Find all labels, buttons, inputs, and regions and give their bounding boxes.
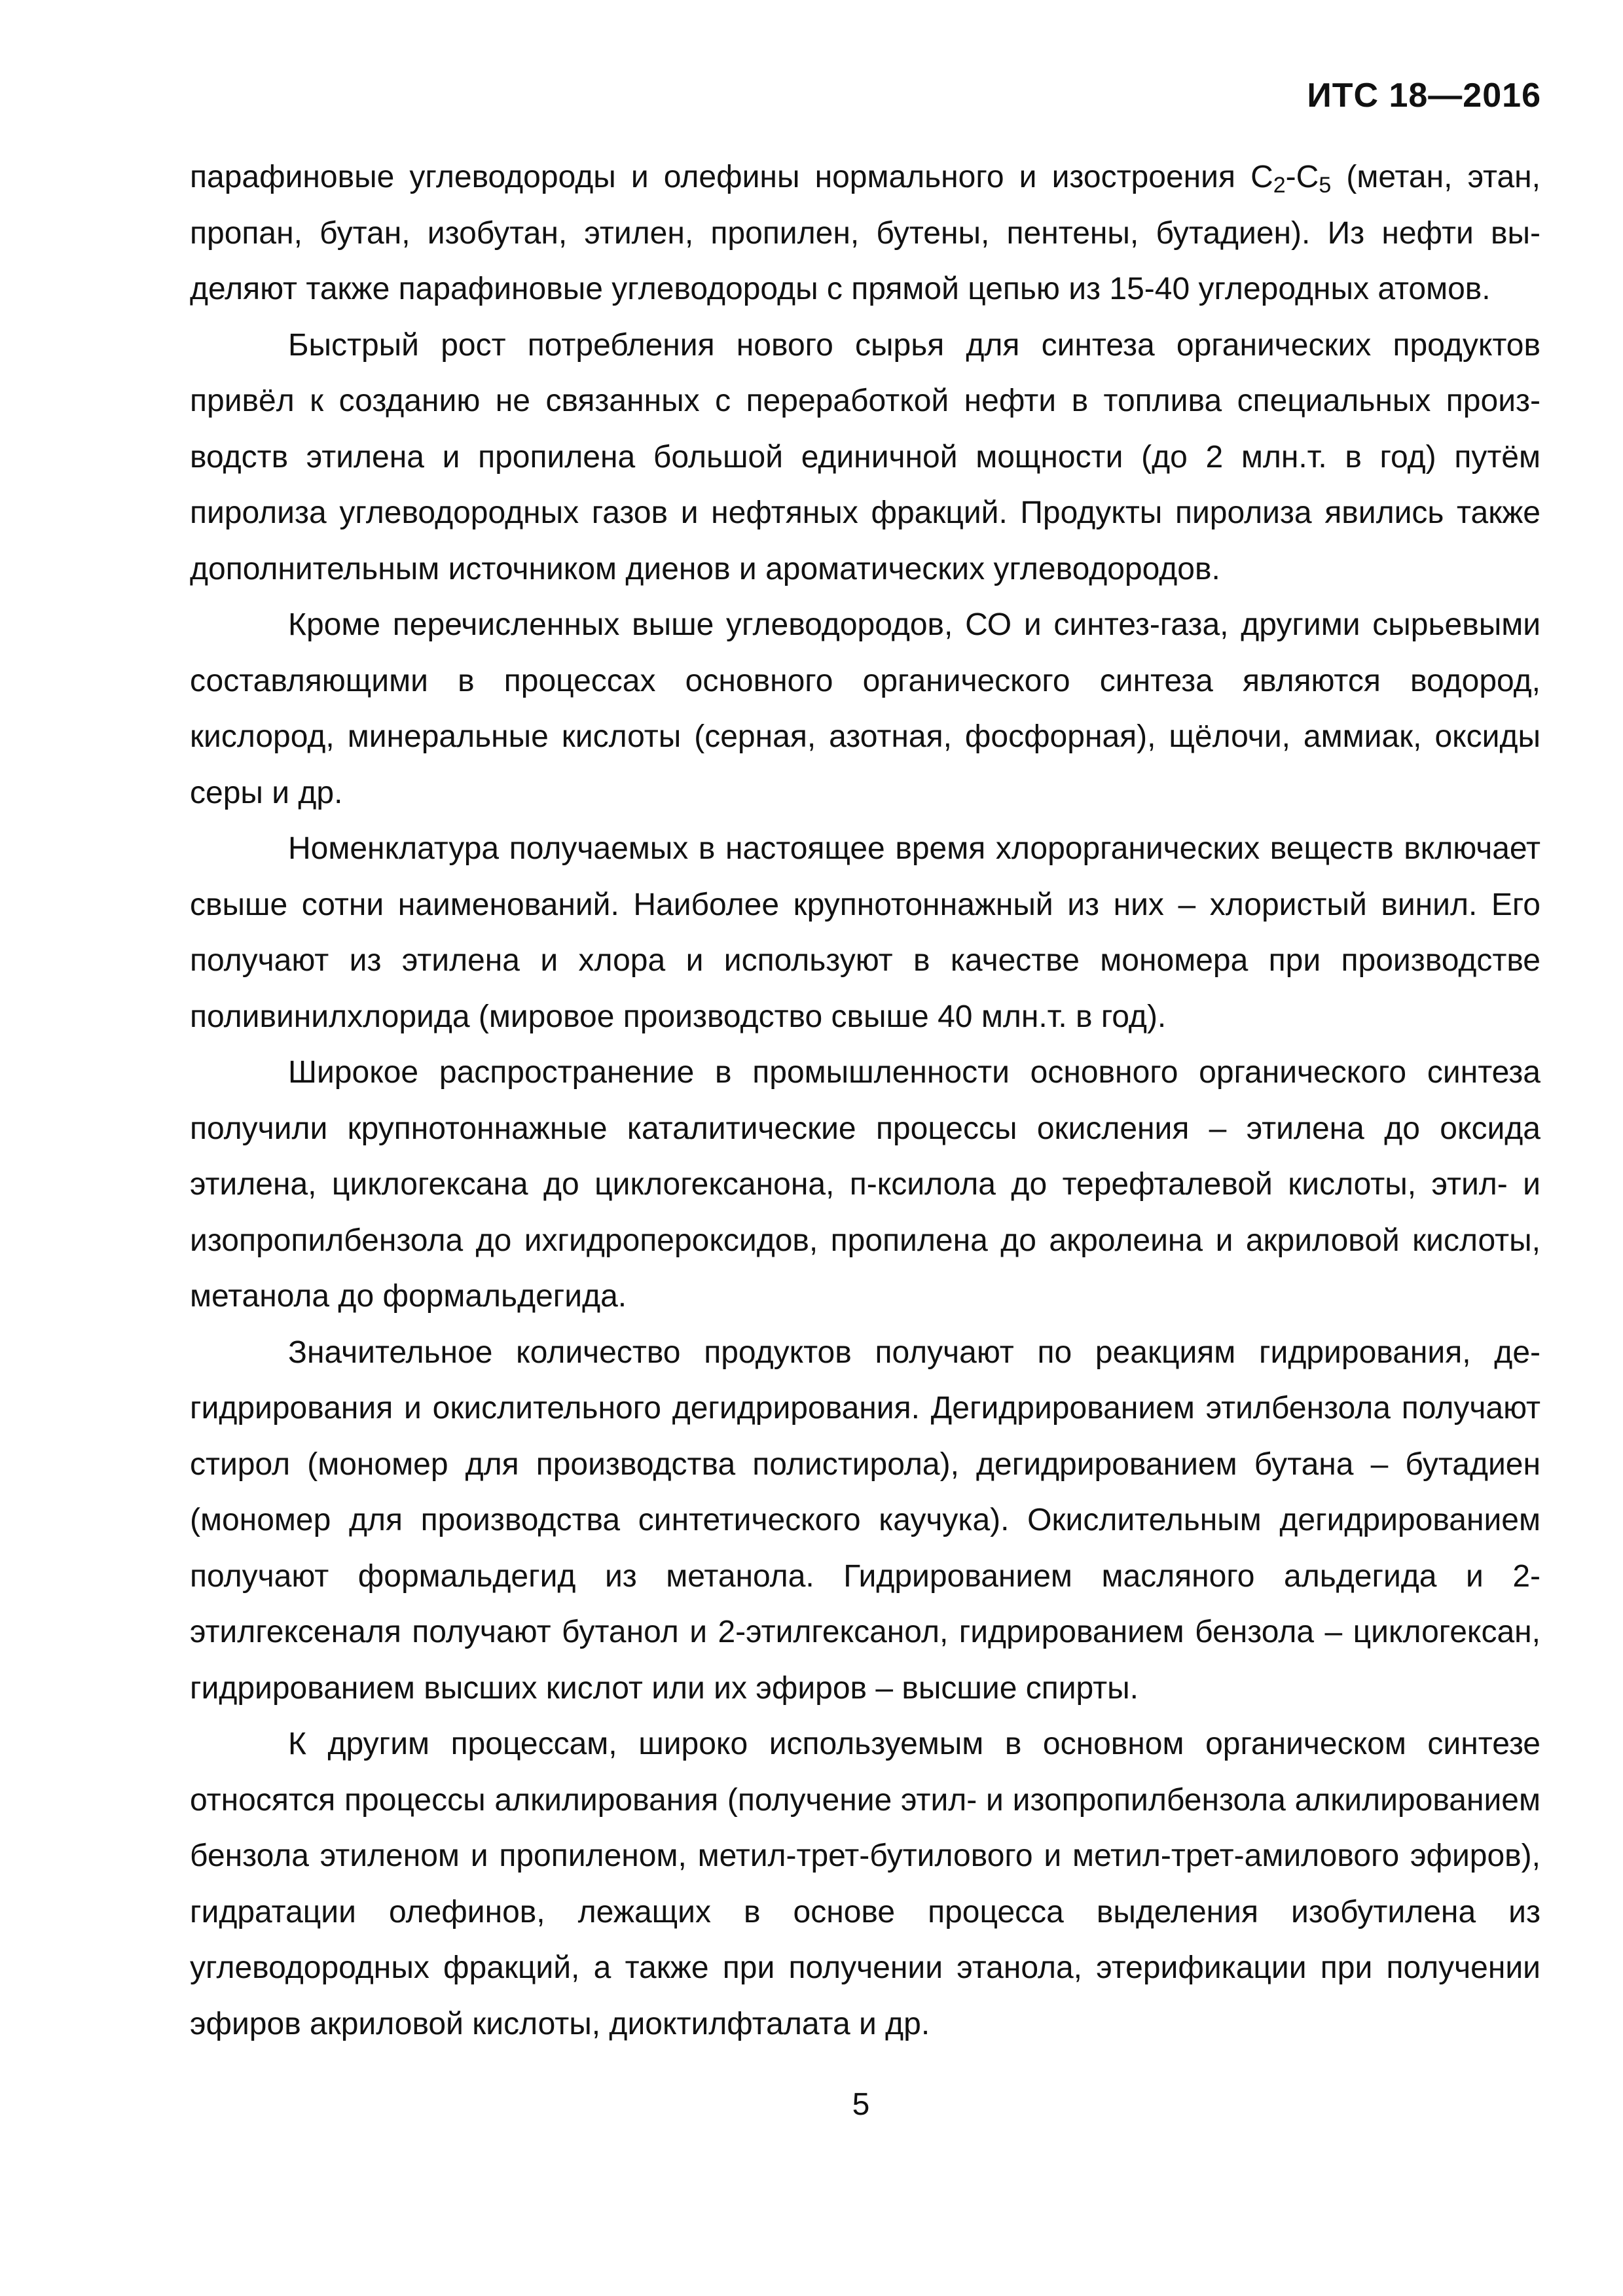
paragraph-text-segment: парафиновые углеводороды и олефины нормального и изостроения С [190, 160, 1273, 194]
subscript: 2 [1273, 173, 1286, 198]
subscript: 5 [1319, 173, 1332, 198]
paragraph-pyrolysis: Быстрый рост потребления нового сырья для синтеза органических продуктов привёл к созданию не связанных с переработкой нефти в топлива специальных производств этилена и пропилена большой единичной мощности (до 2 млн.т. в год) путём пиролиза углеводородных газов и нефтяных фракций. Продукты пиролиза явились также дополнительным источником диенов и ароматических углеводородов. [190, 327, 1541, 586]
paragraph-organochlorine: Номенклатура получаемых в настоящее время хлорорганических веществ включает свыше сотни наименований. Наиболее крупнотоннажный из них – хлористый винил. Его получают из этилена и хлора и используют в качестве мономера при производстве поливинилхлорида (мировое производство свыше 40 млн.т. в год). [190, 831, 1541, 1034]
paragraph-text-segment: (метан, этан, пропан, бутан, изобутан, этилен, пропилен, бутены, пентены, бутадиен). Из нефти выделяют также парафиновые углеводороды с прямой цепью из 15-40 углеродных атомов. [190, 160, 1541, 306]
paragraph-raw-materials: Кроме перечисленных выше углеводородов, СО и синтез-газа, другими сырьевыми составляющими в процессах основного органического синтеза являются водород, кислород, минеральные кислоты (серная, азотная, фосфорная), щёлочи, аммиак, оксиды серы и др. [190, 607, 1541, 810]
paragraph-oxidation: Широкое распространение в промышленности основного органического синтеза получили крупнотоннажные каталитические процессы окисления – этилена до оксида этилена, циклогексана до циклогексанона, п-ксилола до терефталевой кислоты, этил- и изопропилбензола до ихгидропероксидов, пропилена до акролеина и акриловой кислоты, метанола до формальдегида. [190, 1055, 1541, 1314]
paragraph-text-segment: -С [1285, 160, 1319, 194]
document-body [190, 149, 1541, 2052]
page-number: 5 [852, 2087, 870, 2122]
paragraph-hydrogenation: Значительное количество продуктов получают по реакциям гидрирования, дегидрирования и окислительного дегидрирования. Дегидрированием этилбензола получают стирол (мономер для производства полистирола), дегидрированием бутана – бутадиен (мономер для производства синтетического каучука). Окислительным дегидрированием получают формальдегид из метанола. Гидрированием масляного альдегида и 2-этилгексеналя получают бутанол и 2-этилгексанол, гидрированием бензола – циклогексан, гидрированием высших кислот или их эфиров – высшие спирты. [190, 1335, 1541, 1706]
document-code-header: ИТС 18—2016 [1307, 77, 1541, 115]
paragraph-alkylation: К другим процессам, широко используемым в основном органическом синтезе относятся процессы алкилирования (получение этил- и изопропилбензола алкилированием бензола этиленом и пропиленом, метил-трет-бутилового и метил-трет-амилового эфиров), гидратации олефинов, лежащих в основе процесса выделения изобутилена из углеводородных фракций, а также при получении этанола, этерификации при получении эфиров акриловой кислоты, диоктилфталата и др. [190, 1727, 1541, 2041]
paragraph-continuation [190, 149, 1541, 317]
